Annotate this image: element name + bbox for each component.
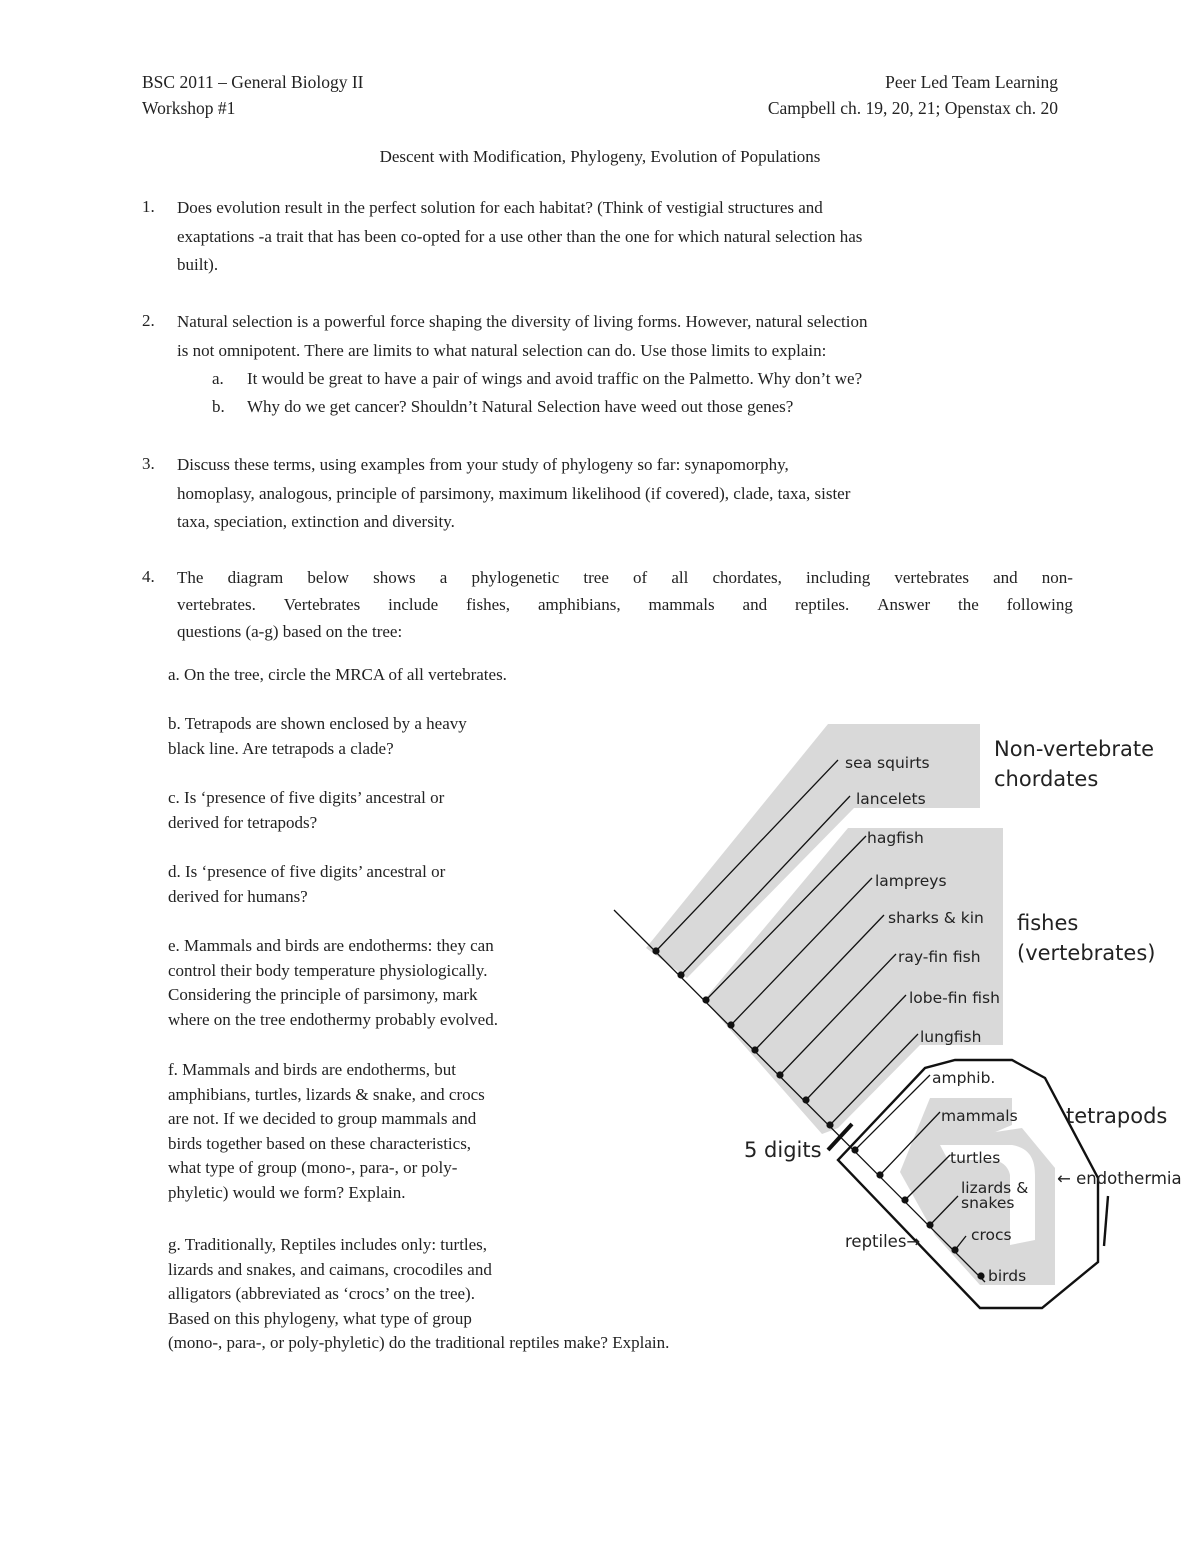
subquestion-f-line: amphibians, turtles, lizards & snake, and crocs [168,1084,485,1104]
justified-word: tree [583,568,609,587]
question-2b-text: Why do we get cancer? Shouldn’t Natural Selection have weed out those genes? [247,397,794,416]
label-five-digits: 5 digits [744,1138,822,1162]
question-3-line-3: taxa, speciation, extinction and diversity. [177,512,455,531]
subquestion-f-line: are not. If we decided to group mammals and [168,1109,477,1128]
justified-word: vertebrates. [177,595,256,614]
subquestion-d-line: derived for humans? [168,886,308,906]
question-2b-letter: b. [212,397,225,416]
justified-word: The [177,568,204,587]
question-2a-text: It would be great to have a pair of wings and avoid traffic on the Palmetto. Why don’t we? [247,369,863,388]
justified-word: phylogenetic [471,568,560,587]
subquestion-b-line: b. Tetrapods are shown enclosed by a heavy [168,714,467,733]
justified-word: Answer [877,595,931,614]
subquestion-f-line: birds together based on these characteristics, [168,1133,472,1153]
taxon-sea-squirts: sea squirts [845,754,930,772]
label-endothermia: ← endothermia [1057,1169,1182,1188]
subquestion-c-line: derived for tetrapods? [168,812,318,832]
subquestion-b-line: black line. Are tetrapods a clade? [168,738,394,758]
justified-word: a [439,568,448,587]
justified-word: diagram [227,568,284,587]
subquestion-f-line: what type of group (mono-, para-, or poly- [168,1158,458,1177]
taxon-hagfish: hagfish [867,829,924,847]
taxon-lampreys: lampreys [875,872,947,890]
subquestion-e-line: control their body temperature physiologically. [168,960,488,980]
justified-word: fishes, [466,595,511,614]
course-title: BSC 2011 – General Biology II [142,72,364,92]
justified-word: all [671,568,689,587]
justified-word: reptiles. [795,595,850,614]
question-3-line-1: Discuss these terms, using examples from your study of phylogeny so far: synapomorphy, [177,455,789,474]
justified-word: the [958,595,979,614]
subquestion-g-line: g. Traditionally, Reptiles includes only: turtles, [168,1235,488,1254]
program-label: Peer Led Team Learning [885,72,1058,92]
justified-word: including [806,568,871,587]
taxon-lizards: lizards & [961,1179,1029,1197]
question-1-line-3: built). [177,255,219,274]
question-2a-letter: a. [212,369,224,388]
subquestion-g-line: alligators (abbreviated as ‘crocs’ on the tree). [168,1284,475,1303]
justified-word: include [388,595,439,614]
question-1-line-2: exaptations -a trait that has been co-opted for a use other than the one for which natural selection has [177,226,863,246]
justified-word: and [742,595,768,614]
justified-word: amphibians, [537,595,621,614]
label-nonvertebrate-2: chordates [994,767,1099,791]
justified-word: shows [373,568,416,587]
subquestion-a-line: a. On the tree, circle the MRCA of all vertebrates. [168,665,507,684]
subquestion-f-line: phyletic) would we form? Explain. [168,1182,406,1202]
subquestion-c-line: c. Is ‘presence of five digits’ ancestral or [168,788,445,807]
subquestion-d-line: d. Is ‘presence of five digits’ ancestral or [168,862,446,881]
taxon-ray-fin-fish: ray-fin fish [898,948,981,966]
question-3-number: 3. [142,454,155,473]
taxon-sharks: sharks & kin [888,909,984,927]
taxon-lancelets: lancelets [856,790,926,808]
workshop-label: Workshop #1 [142,98,236,118]
subquestion-g-line: lizards and snakes, and caimans, crocodiles and [168,1259,492,1279]
label-nonvertebrate-1: Non-vertebrate [994,737,1155,761]
label-fishes-2: (vertebrates) [1017,941,1156,965]
subquestion-g-line: (mono-, para-, or poly-phyletic) do the traditional reptiles make? Explain. [168,1333,670,1352]
subquestion-g-line: Based on this phylogeny, what type of group [168,1308,472,1328]
taxon-lungfish: lungfish [920,1028,982,1046]
justified-word: Vertebrates [283,595,361,614]
taxon-snakes: snakes [961,1194,1015,1212]
justified-word: of [633,568,648,587]
question-2-number: 2. [142,311,155,330]
justified-word: non- [1041,568,1073,587]
label-fishes-1: fishes [1017,911,1079,935]
question-2-line-2: is not omnipotent. There are limits to what natural selection can do. Use those limits to explain: [177,340,827,360]
justified-word: mammals [648,595,715,614]
chapters-label: Campbell ch. 19, 20, 21; Openstax ch. 20 [767,98,1058,118]
label-tetrapods: tetrapods [1066,1104,1168,1128]
question-4-number: 4. [142,567,155,586]
question-1-number: 1. [142,197,155,216]
question-1-line-1: Does evolution result in the perfect solution for each habitat? (Think of vestigial structures and [177,198,823,217]
label-reptiles: reptiles→ [845,1232,921,1251]
endothermia-pointer-line [1104,1196,1108,1246]
justified-word: chordates, [712,568,782,587]
question-2-line-1: Natural selection is a powerful force shaping the diversity of living forms. However, natural selection [177,312,868,331]
taxon-birds: birds [988,1267,1027,1285]
subquestion-e-line: Considering the principle of parsimony, mark [168,985,478,1004]
question-4-line-3: questions (a-g) based on the tree: [177,622,403,641]
justified-word: following [1006,595,1073,614]
question-3-line-2: homoplasy, analogous, principle of parsimony, maximum likelihood (if covered), clade, taxa, sister [177,483,851,503]
page-title: Descent with Modification, Phylogeny, Evolution of Populations [379,147,821,166]
justified-word: below [307,568,349,587]
taxon-amphibians: amphib. [932,1069,996,1087]
taxon-crocs: crocs [971,1226,1012,1244]
taxon-mammals: mammals [941,1107,1018,1125]
taxon-lobe-fin-fish: lobe-fin fish [909,989,1000,1007]
justified-word: and [993,568,1018,587]
subquestion-f-line: f. Mammals and birds are endotherms, but [168,1060,456,1079]
justified-word: vertebrates [894,568,969,587]
taxon-turtles: turtles [950,1149,1001,1167]
subquestion-e-line: e. Mammals and birds are endotherms: they can [168,936,494,955]
subquestion-e-line: where on the tree endothermy probably evolved. [168,1009,498,1029]
